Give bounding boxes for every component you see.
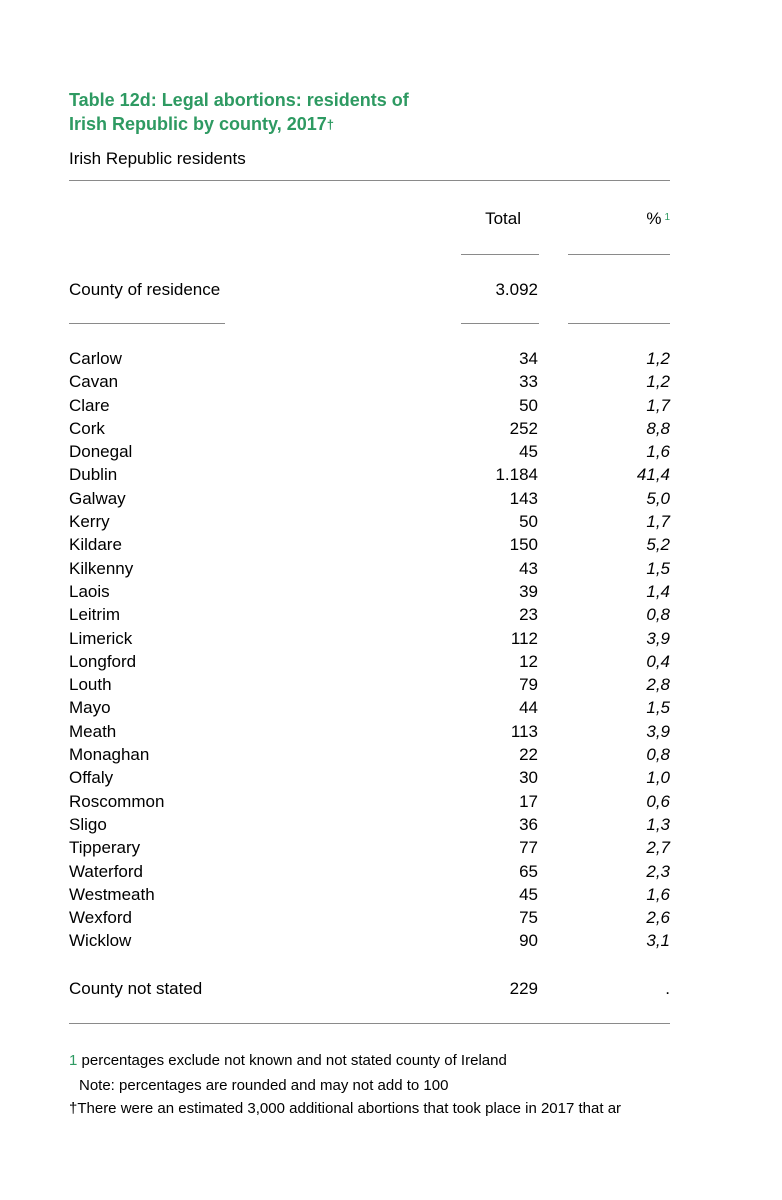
table-row [0, 559, 782, 582]
county-total: 45 [519, 442, 538, 462]
column-header-percent-text: % [646, 209, 662, 228]
title-dagger-mark: † [326, 117, 334, 132]
county-percent: 1,2 [646, 372, 670, 392]
top-rule [69, 180, 670, 181]
footnote-1-text: percentages exclude not known and not stated county of Ireland [77, 1052, 507, 1069]
county-name: Tipperary [69, 838, 141, 858]
county-name: Laois [69, 581, 110, 601]
table-row [0, 629, 782, 652]
county-total: 50 [519, 512, 538, 532]
county-total: 22 [519, 745, 538, 765]
table-row [0, 512, 782, 535]
county-total: 77 [519, 838, 538, 858]
county-percent: 1,7 [646, 395, 670, 415]
group-rule-total [461, 323, 539, 324]
county-percent: 2,8 [646, 675, 670, 695]
county-name: Wexford [69, 908, 132, 928]
footnote-1 [69, 1052, 507, 1069]
table-row [0, 442, 782, 465]
county-total: 43 [519, 558, 538, 578]
county-percent: 0,6 [646, 791, 670, 811]
county-name: Clare [69, 395, 110, 415]
county-total: 1.184 [495, 465, 538, 485]
county-name: Cavan [69, 372, 119, 392]
county-percent: 41,4 [636, 465, 670, 485]
county-percent: 3,1 [646, 931, 670, 951]
table-row [0, 396, 782, 419]
county-percent: 1,4 [646, 581, 670, 601]
county-percent: 0,8 [646, 745, 670, 765]
bottom-rule [69, 1023, 670, 1024]
county-name: Offaly [69, 768, 114, 788]
table-row [0, 489, 782, 512]
county-total: 252 [509, 418, 538, 438]
group-label: County of residence [69, 280, 221, 299]
county-percent: 1,0 [646, 768, 670, 788]
county-percent: 2,6 [646, 908, 670, 928]
county-percent: 5,0 [646, 488, 670, 508]
county-percent: 8,8 [646, 418, 670, 438]
county-percent: 1,5 [646, 558, 670, 578]
county-total: 17 [519, 791, 538, 811]
county-total: 33 [519, 372, 538, 392]
county-total: 34 [519, 349, 538, 368]
table-row [0, 792, 782, 815]
county-percent: 1,5 [646, 698, 670, 718]
county-name: Roscommon [69, 791, 165, 811]
county-total: 36 [519, 814, 538, 834]
county-percent: 1,3 [646, 814, 670, 834]
header-rule-percent [568, 254, 670, 255]
county-percent: 3,9 [646, 628, 670, 648]
title-line-2 [69, 112, 709, 136]
footnote-1-marker: 1 [69, 1052, 78, 1069]
title-line-1: Table 12d: Legal abortions: residents of [69, 90, 409, 110]
county-name: Galway [69, 488, 126, 508]
group-total: 3.092 [495, 280, 538, 299]
county-name: Dublin [69, 465, 118, 485]
county-total: 90 [519, 931, 538, 951]
county-name: Kerry [69, 512, 110, 532]
group-rule-percent [568, 323, 670, 324]
county-total: 113 [510, 721, 538, 741]
county-name: Meath [69, 721, 117, 741]
county-name: Cork [69, 418, 105, 438]
county-total: 44 [519, 698, 538, 718]
county-name: Waterford [69, 861, 144, 881]
county-total: 112 [510, 628, 538, 648]
county-total: 143 [509, 488, 538, 508]
table-row [0, 722, 782, 745]
column-header-percent [570, 209, 670, 229]
county-name: Donegal [69, 442, 133, 462]
county-percent: 0,8 [646, 605, 670, 625]
header-rule-total [461, 254, 539, 255]
county-total: 45 [519, 884, 538, 904]
county-name: Monaghan [69, 745, 150, 765]
table-row [0, 931, 782, 954]
county-total: 79 [519, 675, 538, 695]
table-row [0, 372, 782, 395]
table-row [0, 815, 782, 838]
county-percent: 2,3 [646, 861, 670, 881]
county-total: 12 [519, 651, 538, 671]
county-total: 23 [519, 605, 538, 625]
table-row [0, 419, 782, 442]
table-row [0, 582, 782, 605]
county-name: Louth [69, 675, 112, 695]
county-total: 39 [519, 581, 538, 601]
table-row [0, 862, 782, 885]
county-percent: 3,9 [646, 721, 670, 741]
column-header-total: Total [485, 209, 521, 228]
county-name: Limerick [69, 628, 133, 648]
county-name: Westmeath [69, 884, 155, 904]
table-row [0, 465, 782, 488]
table-row [0, 652, 782, 675]
table-subtitle: Irish Republic residents [69, 149, 246, 168]
county-percent: 1,6 [646, 442, 670, 462]
county-name: Wicklow [69, 931, 132, 951]
not-stated-total: 229 [509, 979, 538, 998]
table-row [0, 838, 782, 861]
footnote-2: Note: percentages are rounded and may not add to 100 [79, 1077, 449, 1094]
table-row [0, 885, 782, 908]
county-name: Leitrim [69, 605, 121, 625]
title-line-2-text: Irish Republic by county, 2017 [69, 114, 327, 134]
county-name: Kildare [69, 535, 122, 555]
county-percent: 1,2 [646, 349, 670, 368]
footnote-3: †There were an estimated 3,000 additional abortions that took place in 2017 that ar [69, 1100, 622, 1117]
county-name: Mayo [69, 698, 111, 718]
table-row [0, 745, 782, 768]
county-rows [0, 349, 782, 955]
county-total: 75 [519, 908, 538, 928]
table-row [0, 768, 782, 791]
county-total: 65 [519, 861, 538, 881]
county-name: Longford [69, 651, 137, 671]
table-row [0, 605, 782, 628]
group-rule-label [69, 323, 225, 324]
county-percent: 5,2 [646, 535, 670, 555]
county-total: 30 [519, 768, 538, 788]
county-percent: 1,7 [646, 512, 670, 532]
county-name: Sligo [69, 814, 107, 834]
table-title [69, 88, 709, 136]
not-stated-percent: . [665, 979, 670, 998]
county-percent: 0,4 [646, 651, 670, 671]
not-stated-label: County not stated [69, 979, 203, 998]
column-header-percent-footnote: 1 [664, 212, 670, 223]
table-row [0, 675, 782, 698]
table-row [0, 908, 782, 931]
table-row [0, 698, 782, 721]
county-percent: 1,6 [646, 884, 670, 904]
county-name: Carlow [69, 349, 122, 368]
county-total: 150 [509, 535, 538, 555]
county-percent: 2,7 [646, 838, 670, 858]
county-total: 50 [519, 395, 538, 415]
table-row [0, 349, 782, 372]
table-row [0, 535, 782, 558]
county-name: Kilkenny [69, 558, 134, 578]
